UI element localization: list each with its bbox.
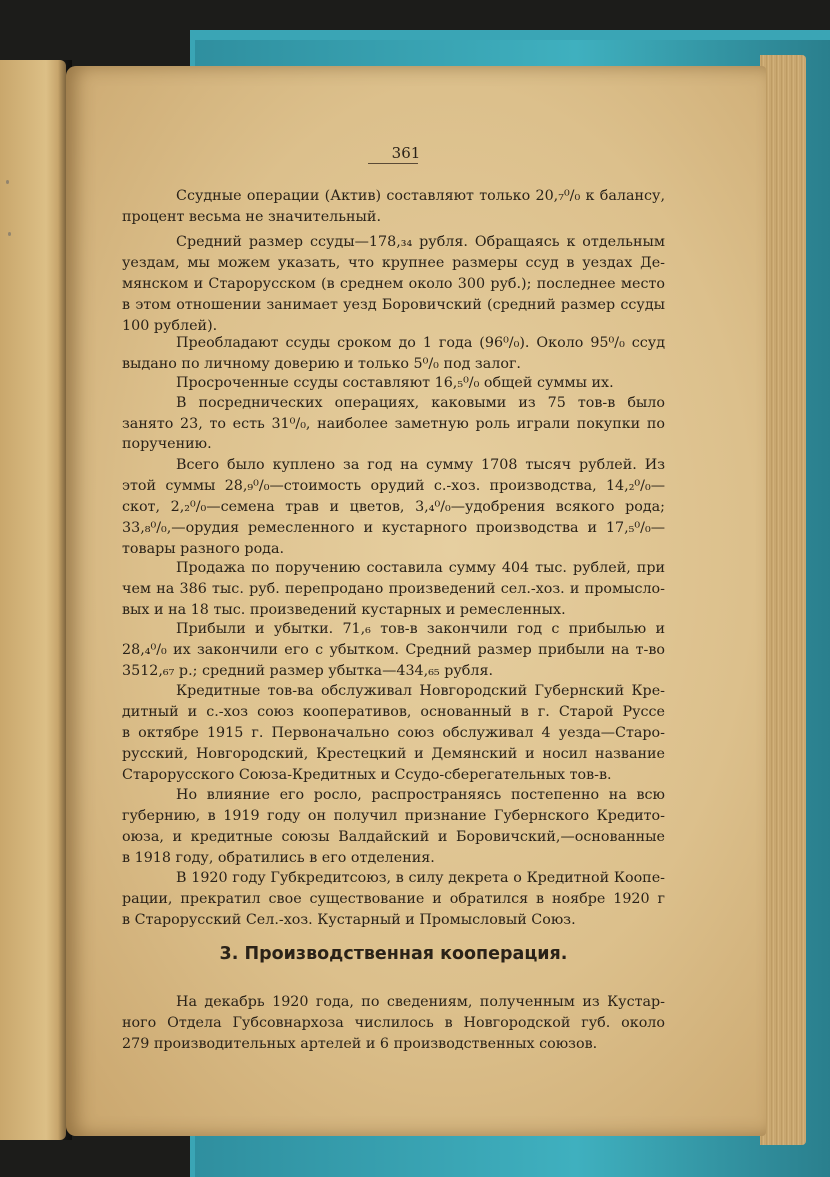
text-line: Кредитные тов-ва обслуживал Новгородский Губернский Кре- xyxy=(176,683,665,699)
pencil-mark xyxy=(8,232,11,236)
text-line: Просроченные ссуды составляют 16,₅⁰/₀ общей суммы их. xyxy=(176,375,614,391)
text-line: в Старорусский Сел.-хоз. Кустарный и Промысловый Союз. xyxy=(122,912,576,928)
text-line: Старорусского Союза-Кредитных и Ссудо-сберегательных тов-в. xyxy=(122,767,612,783)
text-line: процент весьма не значительный. xyxy=(122,209,381,225)
text-line: уездам, мы можем указать, что крупнее размеры ссуд в уездах Де- xyxy=(122,255,665,271)
text-line: выдано по личному доверию и только 5⁰/₀ под залог. xyxy=(122,356,521,372)
text-line: скот, 2,₂⁰/₀—семена трав и цветов, 3,₄⁰/₀—удобрения всякого рода; xyxy=(122,499,665,515)
text-line: Преобладают ссуды сроком до 1 года (96⁰/₀). Около 95⁰/₀ ссуд xyxy=(176,335,665,351)
text-line: Продажа по поручению составила сумму 404 тыс. рублей, при xyxy=(176,560,665,576)
text-line: В 1920 году Губкредитсоюз, в силу декрета о Кредитной Коопе- xyxy=(176,870,665,886)
text-line: губернию, в 1919 году он получил признание Губернского Кредито- xyxy=(122,808,665,824)
text-line: в 1918 году, обратились в его отделения. xyxy=(122,850,435,866)
text-line: рации, прекратил свое существование и обратился в ноябре 1920 г xyxy=(122,891,665,907)
text-line: поручению. xyxy=(122,436,212,452)
text-line: оюза, и кредитные союзы Валдайский и Боровичский,—основанные xyxy=(122,829,665,845)
text-line: Но влияние его росло, распространяясь постепенно на всю xyxy=(176,787,665,803)
section-heading: 3. Производственная кооперация. xyxy=(219,944,568,964)
page-number-rule xyxy=(368,163,418,164)
text-line: мянском и Старорусском (в среднем около 300 руб.); последнее место xyxy=(122,276,665,292)
text-line: товары разного рода. xyxy=(122,541,285,557)
text-line: 279 производительных артелей и 6 производственных союзов. xyxy=(122,1036,598,1052)
text-line: 33,₈⁰/₀,—орудия ремесленного и кустарного производства и 17,₅⁰/₀— xyxy=(122,520,665,536)
page-edges xyxy=(760,55,806,1145)
text-line: На декабрь 1920 года, по сведениям, полученным из Кустар- xyxy=(176,994,665,1010)
text-line: ного Отдела Губсовнархоза числилось в Новгородской губ. около xyxy=(122,1015,665,1031)
text-line: 28,₄⁰/₀ их закончили его с убытком. Средний размер прибыли на т-во xyxy=(122,642,665,658)
text-line: вых и на 18 тыс. произведений кустарных и ремесленных. xyxy=(122,602,566,618)
text-line: этой суммы 28,₉⁰/₀—стоимость орудий с.-хоз. производства, 14,₂⁰/₀— xyxy=(122,478,665,494)
text-line: 100 рублей). xyxy=(122,318,218,334)
text-line: чем на 386 тыс. руб. перепродано произведений сел.-хоз. и промысло- xyxy=(122,581,665,597)
pencil-mark xyxy=(6,180,9,184)
text-line: русский, Новгородский, Крестецкий и Демянский и носил название xyxy=(122,746,665,762)
text-line: 3512,₆₇ р.; средний размер убытка—434,₆₅ рубля. xyxy=(122,663,494,679)
text-line: Всего было куплено за год на сумму 1708 тысяч рублей. Из xyxy=(176,457,665,473)
page-number: 361 xyxy=(391,144,421,162)
text-line: дитный и с.-хоз союз кооперативов, основанный в г. Старой Руссе xyxy=(122,704,665,720)
text-line: занято 23, то есть 31⁰/₀, наиболее заметную роль играли покупки по xyxy=(122,416,665,432)
text-line: Средний размер ссуды—178,₃₄ рубля. Обращаясь к отдельным xyxy=(176,234,665,250)
text-line: в этом отношении занимает уезд Боровичский (средний размер ссуды xyxy=(122,297,665,313)
text-line: В посреднических операциях, каковыми из 75 тов-в было xyxy=(176,395,665,411)
text-line: Ссудные операции (Актив) составляют только 20,₇⁰/₀ к балансу, xyxy=(176,188,665,204)
left-page xyxy=(0,60,66,1140)
text-line: в октябре 1915 г. Первоначально союз обслуживал 4 уезда—Старо- xyxy=(122,725,665,741)
text-line: Прибыли и убытки. 71,₆ тов-в закончили год с прибылью и xyxy=(176,621,665,637)
